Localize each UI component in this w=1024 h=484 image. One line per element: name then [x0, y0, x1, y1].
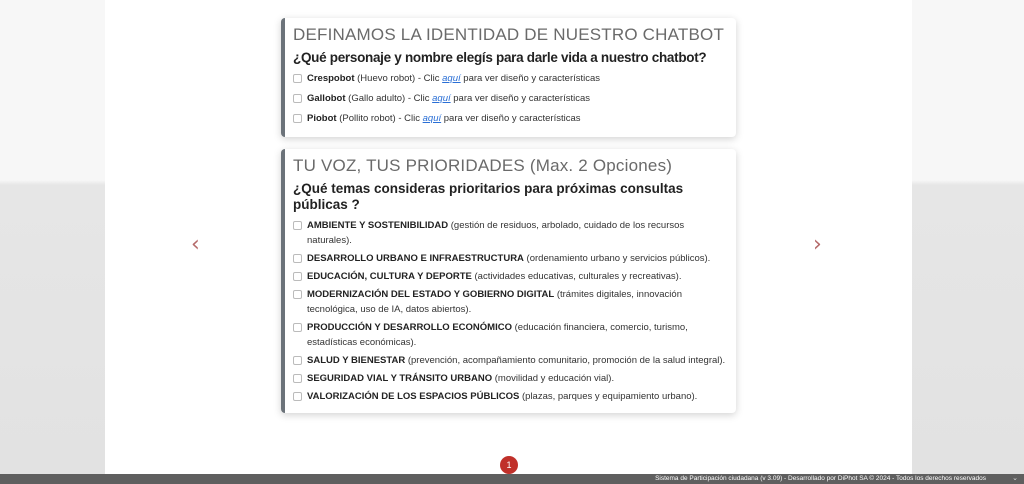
prev-arrow-button[interactable]: ‹	[191, 232, 200, 257]
option-name: MODERNIZACIÓN DEL ESTADO Y GOBIERNO DIGITAL	[307, 289, 555, 300]
option-7[interactable]	[293, 389, 728, 404]
footer: Sistema de Participación ciudadana (v 3.09) - Desarrollado por DiPhot SA © 2024 - Todos los derechos reservados	[0, 474, 1024, 484]
option-text	[307, 71, 600, 86]
question: ¿Qué personaje y nombre elegís para darle vida a nuestro chatbot?	[293, 50, 707, 65]
section-title: TU VOZ, TUS PRIORIDADES (Max. 2 Opciones)	[293, 156, 673, 175]
option-5[interactable]	[293, 353, 728, 368]
option-desc: (trámites digitales, innovación tecnológica, uso de IA, datos abiertos).	[307, 289, 682, 315]
checkbox[interactable]	[293, 392, 302, 401]
checkbox[interactable]	[293, 374, 302, 383]
option-0[interactable]	[293, 71, 728, 86]
option-text	[307, 371, 614, 386]
option-rest: para ver diseño y características	[441, 113, 581, 124]
chatbot-identity-card	[281, 18, 736, 137]
checkbox[interactable]	[293, 114, 302, 123]
option-text	[307, 287, 728, 317]
option-text	[307, 389, 697, 404]
option-name: AMBIENTE Y SOSTENIBILIDAD	[307, 220, 449, 231]
option-text	[307, 218, 728, 248]
option-name: PRODUCCIÓN Y DESARROLLO ECONÓMICO	[307, 322, 512, 333]
option-name: SALUD Y BIENESTAR	[307, 355, 406, 366]
option-4[interactable]	[293, 320, 728, 350]
details-link[interactable]: aquí	[422, 113, 442, 124]
option-text	[307, 111, 581, 126]
option-0[interactable]	[293, 218, 728, 248]
option-rest: para ver diseño y características	[450, 93, 591, 104]
option-name: SEGURIDAD VIAL Y TRÁNSITO URBANO	[307, 373, 493, 384]
checkbox[interactable]	[293, 272, 302, 281]
page-indicator[interactable]: 1	[500, 456, 518, 474]
checkbox[interactable]	[293, 323, 302, 332]
option-2[interactable]	[293, 269, 728, 284]
section-title: DEFINAMOS LA IDENTIDAD DE NUESTRO CHATBOT	[293, 25, 725, 44]
option-desc: (movilidad y educación vial).	[492, 373, 615, 384]
question: ¿Qué temas consideras prioritarios para próximas consultas públicas ?	[293, 181, 684, 212]
option-3[interactable]	[293, 287, 728, 317]
details-link[interactable]: aquí	[432, 93, 451, 104]
option-desc: (ordenamiento urbano y servicios públicos).	[523, 253, 711, 264]
option-text	[307, 320, 728, 350]
option-2[interactable]	[293, 111, 728, 126]
option-desc: (actividades educativas, culturales y recreativas).	[471, 271, 682, 282]
page-content	[105, 0, 912, 474]
option-text	[307, 251, 710, 266]
option-1[interactable]	[293, 251, 728, 266]
option-desc: (prevención, acompañamiento comunitario, promoción de la salud integral).	[405, 355, 726, 366]
option-desc: (Pollito robot) - Clic	[336, 113, 423, 124]
option-name: VALORIZACIÓN DE LOS ESPACIOS PÚBLICOS	[307, 391, 520, 402]
option-desc: (gestión de residuos, arbolado, cuidado de los recursos naturales).	[307, 220, 685, 246]
option-text	[307, 353, 725, 368]
priorities-card	[281, 149, 736, 413]
option-desc: (Huevo robot) - Clic	[354, 73, 443, 84]
details-link[interactable]: aquí	[442, 73, 461, 84]
checkbox[interactable]	[293, 356, 302, 365]
checkbox[interactable]	[293, 94, 302, 103]
checkbox[interactable]	[293, 290, 302, 299]
option-1[interactable]	[293, 91, 728, 106]
option-desc: (educación financiera, comercio, turismo, estadísticas económicas).	[307, 322, 688, 348]
chevron-down-icon[interactable]: ⌄	[1012, 475, 1018, 482]
option-name: EDUCACIÓN, CULTURA Y DEPORTE	[307, 271, 472, 282]
checkbox[interactable]	[293, 221, 302, 230]
option-name: Piobot	[307, 113, 337, 124]
option-text	[307, 91, 590, 106]
option-text	[307, 269, 681, 284]
option-rest: para ver diseño y características	[460, 73, 601, 84]
checkbox[interactable]	[293, 254, 302, 263]
next-arrow-button[interactable]: ›	[813, 232, 822, 257]
checkbox[interactable]	[293, 74, 302, 83]
option-desc: (plazas, parques y equipamiento urbano).	[519, 391, 698, 402]
option-6[interactable]	[293, 371, 728, 386]
option-name: Gallobot	[307, 93, 346, 104]
option-desc: (Gallo adulto) - Clic	[345, 93, 433, 104]
option-name: Crespobot	[307, 73, 355, 84]
option-name: DESARROLLO URBANO E INFRAESTRUCTURA	[307, 253, 524, 264]
